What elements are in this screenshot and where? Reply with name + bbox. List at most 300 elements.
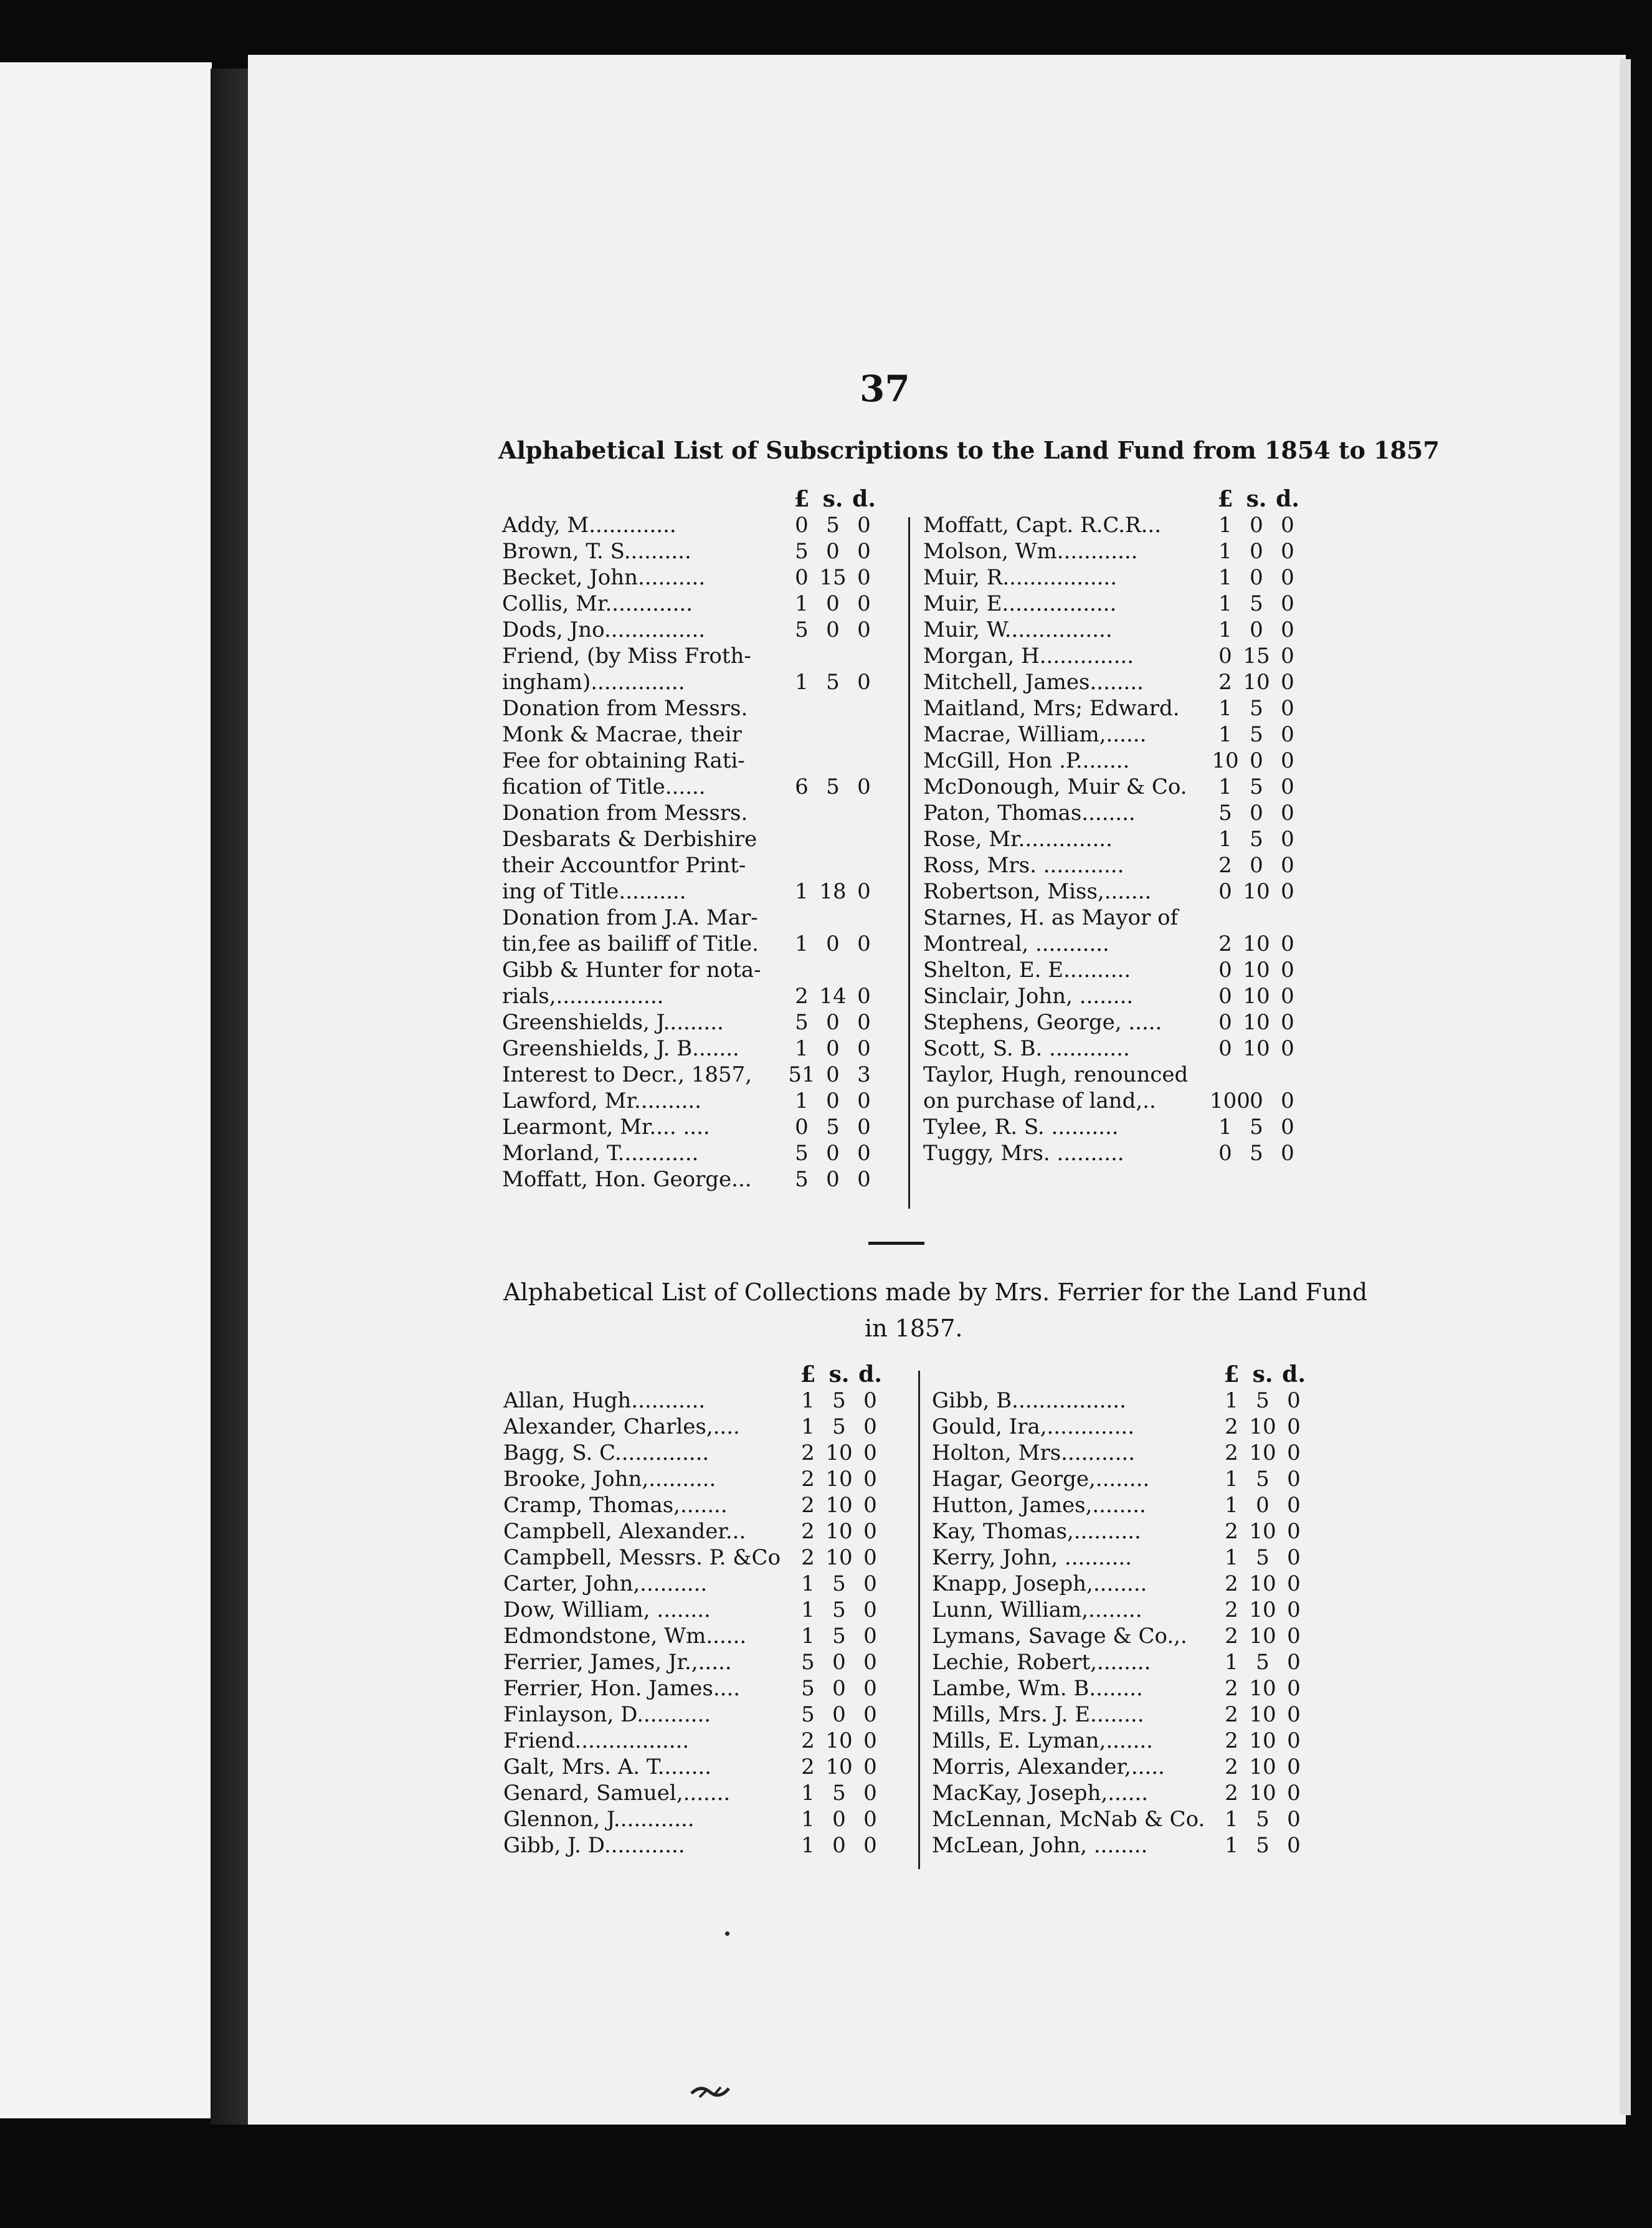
pence-value: 0 [863, 1781, 877, 1806]
shillings-value: 0 [1256, 1493, 1270, 1518]
subscriber-name: Stephens, George, ..... [923, 1010, 1162, 1035]
pounds-value: 0 [1218, 644, 1232, 669]
pence-value: 0 [857, 1167, 871, 1192]
shillings-value: 5 [832, 1597, 846, 1622]
pounds-value: 0 [795, 513, 809, 538]
pence-value: 0 [857, 931, 871, 956]
subscriber-name: Desbarats & Derbishire [502, 827, 757, 852]
pounds-value: 1 [795, 591, 809, 616]
page-number: 37 [860, 368, 910, 410]
pence-value: 0 [1281, 617, 1294, 642]
pounds-value: 10 [1212, 748, 1239, 773]
pounds-value: 1 [801, 1624, 815, 1649]
subscriber-name: Scott, S. B. ............ [923, 1036, 1130, 1061]
subscriber-name: Mills, Mrs. J. E........ [932, 1702, 1144, 1727]
subscriber-name: Carter, John,.......... [503, 1571, 708, 1596]
pence-value: 0 [1287, 1807, 1301, 1832]
pence-value: 0 [857, 1115, 871, 1140]
pounds-value: 2 [801, 1467, 815, 1492]
pence-value: 0 [857, 1088, 871, 1113]
subscriber-name: Muir, W................ [923, 617, 1113, 642]
shillings-value: 5 [832, 1388, 846, 1413]
pounds-value: 5 [795, 1167, 809, 1192]
subscriber-name: Hutton, James,........ [932, 1493, 1146, 1518]
pence-value: 0 [1287, 1624, 1301, 1649]
subscriber-name: Hagar, George,........ [932, 1467, 1150, 1492]
section-divider-rule [868, 1242, 924, 1245]
pounds-value: 100 [1210, 1088, 1250, 1113]
pounds-value: 1 [1225, 1545, 1238, 1570]
shillings-value: 10 [1243, 1010, 1270, 1035]
pence-value: 0 [1287, 1754, 1301, 1779]
pounds-value: 1 [801, 1833, 815, 1858]
pounds-value: 1 [801, 1414, 815, 1439]
pence-value: 0 [1281, 1036, 1294, 1061]
pounds-value: 2 [1225, 1440, 1238, 1465]
subscriber-name: Holton, Mrs........... [932, 1440, 1136, 1465]
subscriber-name: Molson, Wm............ [923, 539, 1138, 564]
pence-value: 3 [857, 1062, 871, 1087]
subscriber-name: Brown, T. S.......... [502, 539, 691, 564]
subscriber-name: on purchase of land,.. [923, 1088, 1156, 1113]
shillings-value: 0 [826, 931, 840, 956]
shillings-value: 15 [1243, 644, 1270, 669]
subscriber-name: Paton, Thomas........ [923, 801, 1136, 826]
pounds-value: 1 [1225, 1467, 1238, 1492]
subscriber-name: Rose, Mr.............. [923, 827, 1113, 852]
subscriber-name: Morgan, H.............. [923, 644, 1134, 669]
pounds-header: £ [1217, 486, 1233, 512]
pounds-value: 2 [1225, 1702, 1238, 1727]
shillings-value: 10 [1249, 1597, 1276, 1622]
shillings-value: 5 [1256, 1467, 1270, 1492]
pounds-value: 1 [1218, 827, 1232, 852]
pence-value: 0 [1287, 1545, 1301, 1570]
shillings-value: 10 [1249, 1754, 1276, 1779]
pounds-value: 2 [1225, 1414, 1238, 1439]
shillings-value: 18 [819, 879, 847, 904]
shillings-header: s. [822, 486, 843, 512]
shillings-value: 10 [1249, 1519, 1276, 1544]
shillings-value: 5 [832, 1414, 846, 1439]
subscriber-name: ing of Title.......... [502, 879, 686, 904]
pounds-value: 1 [1218, 696, 1232, 721]
pence-value: 0 [857, 539, 871, 564]
pence-value: 0 [1287, 1781, 1301, 1806]
pence-value: 0 [857, 617, 871, 642]
pounds-value: 1 [1218, 513, 1232, 538]
pounds-value: 1 [801, 1571, 815, 1596]
subscriber-name: Muir, R................. [923, 565, 1118, 590]
pounds-value: 1 [1225, 1388, 1238, 1413]
pounds-value: 0 [1218, 1010, 1232, 1035]
subscriber-name: MacKay, Joseph,...... [932, 1781, 1149, 1806]
pence-value: 0 [1287, 1650, 1301, 1675]
subscriber-name: Campbell, Messrs. P. &Co [503, 1545, 781, 1570]
pence-value: 0 [1281, 958, 1294, 983]
pence-value: 0 [1281, 565, 1294, 590]
pounds-value: 0 [1218, 958, 1232, 983]
pence-value: 0 [857, 1036, 871, 1061]
pounds-value: 1 [795, 1088, 809, 1113]
subscriber-name: Genard, Samuel,....... [503, 1781, 731, 1806]
pounds-value: 1 [795, 1036, 809, 1061]
pounds-value: 2 [801, 1440, 815, 1465]
shillings-value: 0 [826, 1036, 840, 1061]
subscriber-name: Glennon, J............ [503, 1807, 695, 1832]
shillings-value: 10 [825, 1754, 853, 1779]
shillings-value: 5 [1250, 774, 1263, 799]
subscriber-name: Sinclair, John, ........ [923, 984, 1134, 1009]
pence-value: 0 [863, 1388, 877, 1413]
pounds-value: 1 [801, 1781, 815, 1806]
pounds-value: 5 [801, 1676, 815, 1701]
pence-value: 0 [857, 1010, 871, 1035]
shillings-value: 10 [1249, 1702, 1276, 1727]
shillings-value: 0 [826, 1010, 840, 1035]
pence-header: d. [1282, 1361, 1306, 1388]
shillings-value: 10 [825, 1440, 853, 1465]
subscriber-name: Finlayson, D........... [503, 1702, 711, 1727]
shillings-value: 10 [1243, 1036, 1270, 1061]
pence-value: 0 [863, 1519, 877, 1544]
pounds-value: 1 [1225, 1833, 1238, 1858]
subscriber-name: Morris, Alexander,..... [932, 1754, 1165, 1779]
pounds-value: 1 [1218, 1115, 1232, 1140]
shillings-value: 5 [1256, 1650, 1270, 1675]
pounds-value: 2 [801, 1493, 815, 1518]
pence-value: 0 [863, 1414, 877, 1439]
pence-value: 0 [1287, 1388, 1301, 1413]
book-gutter [211, 69, 248, 2125]
pence-value: 0 [1281, 591, 1294, 616]
pence-value: 0 [1281, 827, 1294, 852]
pence-value: 0 [1281, 774, 1294, 799]
pounds-value: 2 [1225, 1754, 1238, 1779]
pounds-header: £ [794, 486, 810, 512]
shillings-value: 0 [832, 1676, 846, 1701]
shillings-value: 0 [826, 1141, 840, 1166]
pounds-value: 5 [801, 1702, 815, 1727]
shillings-value: 10 [1249, 1781, 1276, 1806]
pence-header: d. [852, 486, 876, 512]
subscriber-name: Starnes, H. as Mayor of [923, 905, 1179, 930]
subscriber-name: Gibb & Hunter for nota- [502, 958, 761, 983]
subscriber-name: Edmondstone, Wm...... [503, 1624, 747, 1649]
pence-value: 0 [863, 1702, 877, 1727]
pence-value: 0 [857, 984, 871, 1009]
pounds-value: 6 [795, 774, 809, 799]
pence-value: 0 [1281, 853, 1294, 878]
shillings-value: 10 [825, 1728, 853, 1753]
subscriber-name: Brooke, John,.......... [503, 1467, 716, 1492]
printer-dot [725, 1931, 729, 1936]
subscriber-name: McLennan, McNab & Co. [932, 1807, 1205, 1832]
pence-value: 0 [1281, 696, 1294, 721]
pounds-value: 2 [1225, 1571, 1238, 1596]
subscriber-name: rials,................ [502, 984, 664, 1009]
shillings-value: 0 [832, 1833, 846, 1858]
pence-value: 0 [1287, 1676, 1301, 1701]
pence-value: 0 [1281, 801, 1294, 826]
pounds-value: 2 [1225, 1728, 1238, 1753]
pence-value: 0 [863, 1650, 877, 1675]
pounds-value: 2 [1218, 853, 1232, 878]
section1-title: Alphabetical List of Subscriptions to the Land Fund from 1854 to 1857 [498, 436, 1440, 464]
pence-value: 0 [863, 1624, 877, 1649]
pence-value: 0 [857, 1141, 871, 1166]
pounds-value: 1 [1218, 617, 1232, 642]
shillings-value: 10 [1249, 1571, 1276, 1596]
shillings-value: 0 [826, 591, 840, 616]
subscriber-name: Interest to Decr., 1857, [502, 1062, 752, 1087]
pounds-value: 1 [1218, 591, 1232, 616]
shillings-value: 10 [1243, 984, 1270, 1009]
shillings-value: 5 [1250, 827, 1263, 852]
shillings-value: 10 [1243, 958, 1270, 983]
shillings-value: 14 [819, 984, 847, 1009]
pounds-value: 0 [795, 565, 809, 590]
shillings-value: 0 [832, 1702, 846, 1727]
shillings-value: 0 [1250, 1088, 1263, 1113]
pounds-value: 2 [801, 1519, 815, 1544]
pence-value: 0 [863, 1545, 877, 1570]
shillings-value: 10 [825, 1519, 853, 1544]
section2-title-line1: Alphabetical List of Collections made by Mrs. Ferrier for the Land Fund [503, 1278, 1368, 1306]
pence-value: 0 [1281, 984, 1294, 1009]
subscriber-name: Muir, E................. [923, 591, 1117, 616]
pence-value: 0 [863, 1676, 877, 1701]
subscriber-name: Moffatt, Capt. R.C.R... [923, 513, 1162, 538]
shillings-value: 10 [1249, 1676, 1276, 1701]
shillings-value: 5 [1250, 696, 1263, 721]
shillings-value: 5 [832, 1624, 846, 1649]
pence-value: 0 [863, 1833, 877, 1858]
pence-value: 0 [1281, 1115, 1294, 1140]
pence-value: 0 [1281, 513, 1294, 538]
subscriber-name: Galt, Mrs. A. T........ [503, 1754, 712, 1779]
subscriber-name: Tylee, R. S. .......... [923, 1115, 1119, 1140]
shillings-value: 0 [826, 1088, 840, 1113]
subscriber-name: Shelton, E. E.......... [923, 958, 1131, 983]
subscriber-name: Mills, E. Lyman,....... [932, 1728, 1153, 1753]
subscriber-name: Greenshields, J. B....... [502, 1036, 739, 1061]
pounds-value: 0 [1218, 1141, 1232, 1166]
section2-title-line2: in 1857. [865, 1315, 963, 1342]
pounds-value: 2 [1218, 670, 1232, 695]
subscriber-name: Collis, Mr............. [502, 591, 693, 616]
subscriber-name: Lechie, Robert,........ [932, 1650, 1151, 1675]
pounds-value: 2 [1225, 1597, 1238, 1622]
subscriber-name: Cramp, Thomas,....... [503, 1493, 728, 1518]
subscriber-name: Robertson, Miss,....... [923, 879, 1152, 904]
page-edge [1620, 59, 1631, 2115]
pence-value: 0 [857, 879, 871, 904]
pounds-value: 5 [795, 539, 809, 564]
pounds-value: 1 [795, 931, 809, 956]
subscriber-name: Allan, Hugh........... [503, 1388, 706, 1413]
shillings-value: 10 [1243, 879, 1270, 904]
subscriber-name: ingham).............. [502, 670, 685, 695]
pounds-value: 2 [1218, 931, 1232, 956]
pounds-value: 1 [801, 1807, 815, 1832]
section1-column-divider [908, 517, 910, 1209]
pounds-value: 1 [1225, 1807, 1238, 1832]
pence-value: 0 [857, 774, 871, 799]
pounds-value: 51 [788, 1062, 815, 1087]
subscriber-name: Montreal, ........... [923, 931, 1109, 956]
shillings-value: 15 [819, 565, 847, 590]
shillings-value: 0 [1250, 513, 1263, 538]
pence-value: 0 [1281, 644, 1294, 669]
pence-value: 0 [1287, 1597, 1301, 1622]
subscriber-name: Fee for obtaining Rati- [502, 748, 745, 773]
pence-value: 0 [1287, 1833, 1301, 1858]
shillings-value: 0 [826, 617, 840, 642]
pounds-value: 1 [1218, 774, 1232, 799]
pence-value: 0 [1281, 748, 1294, 773]
subscriber-name: Macrae, William,...... [923, 722, 1147, 747]
subscriber-name: Moffatt, Hon. George... [502, 1167, 752, 1192]
shillings-value: 10 [1249, 1414, 1276, 1439]
pence-value: 0 [1281, 931, 1294, 956]
pence-value: 0 [857, 670, 871, 695]
pence-value: 0 [1281, 1088, 1294, 1113]
subscriber-name: Addy, M............. [502, 513, 676, 538]
subscriber-name: Ross, Mrs. ............ [923, 853, 1124, 878]
pounds-value: 5 [801, 1650, 815, 1675]
printer-ornament-icon [688, 2081, 732, 2102]
subscriber-name: Gould, Ira,............. [932, 1414, 1135, 1439]
subscriber-name: Donation from Messrs. [502, 696, 748, 721]
shillings-value: 10 [1249, 1440, 1276, 1465]
pounds-value: 1 [1218, 565, 1232, 590]
shillings-value: 5 [832, 1571, 846, 1596]
facing-page [0, 62, 212, 2118]
pounds-header: £ [800, 1361, 816, 1388]
shillings-value: 0 [826, 1167, 840, 1192]
pence-value: 0 [1287, 1519, 1301, 1544]
shillings-value: 0 [1250, 801, 1263, 826]
subscriber-name: Kerry, John, .......... [932, 1545, 1132, 1570]
shillings-value: 5 [1256, 1833, 1270, 1858]
pounds-value: 0 [795, 1115, 809, 1140]
pounds-value: 2 [1225, 1519, 1238, 1544]
pence-value: 0 [863, 1440, 877, 1465]
shillings-value: 5 [1250, 1141, 1263, 1166]
pounds-value: 2 [801, 1545, 815, 1570]
pence-value: 0 [1281, 1141, 1294, 1166]
subscriber-name: Monk & Macrae, their [502, 722, 742, 747]
pence-header: d. [1276, 486, 1299, 512]
shillings-header: s. [828, 1361, 850, 1388]
shillings-header: s. [1252, 1361, 1273, 1388]
section2-column-divider [918, 1371, 920, 1869]
shillings-value: 10 [825, 1545, 853, 1570]
pence-value: 0 [863, 1728, 877, 1753]
shillings-value: 0 [1250, 617, 1263, 642]
subscriber-name: Lawford, Mr.......... [502, 1088, 702, 1113]
subscriber-name: Lunn, William,........ [932, 1597, 1142, 1622]
shillings-value: 5 [1256, 1545, 1270, 1570]
pence-value: 0 [1287, 1702, 1301, 1727]
subscriber-name: Lymans, Savage & Co.,. [932, 1624, 1187, 1649]
subscriber-name: Tuggy, Mrs. .......... [923, 1141, 1124, 1166]
pounds-value: 2 [1225, 1676, 1238, 1701]
subscriber-name: Gibb, B................. [932, 1388, 1126, 1413]
pence-value: 0 [863, 1597, 877, 1622]
subscriber-name: McGill, Hon .P........ [923, 748, 1130, 773]
shillings-value: 5 [826, 513, 840, 538]
pence-value: 0 [1287, 1493, 1301, 1518]
pence-value: 0 [863, 1493, 877, 1518]
shillings-value: 5 [1256, 1388, 1270, 1413]
pounds-value: 1 [1225, 1493, 1238, 1518]
shillings-value: 0 [1250, 565, 1263, 590]
subscriber-name: McLean, John, ........ [932, 1833, 1148, 1858]
pence-value: 0 [857, 565, 871, 590]
shillings-value: 5 [1250, 591, 1263, 616]
subscriber-name: Donation from Messrs. [502, 801, 748, 826]
shillings-value: 5 [1256, 1807, 1270, 1832]
pence-value: 0 [857, 591, 871, 616]
subscriber-name: McDonough, Muir & Co. [923, 774, 1187, 799]
shillings-value: 5 [826, 1115, 840, 1140]
subscriber-name: Kay, Thomas,.......... [932, 1519, 1141, 1544]
subscriber-name: Maitland, Mrs; Edward. [923, 696, 1180, 721]
pounds-value: 1 [801, 1597, 815, 1622]
subscriber-name: Ferrier, Hon. James.... [503, 1676, 741, 1701]
pence-value: 0 [863, 1571, 877, 1596]
pounds-header: £ [1223, 1361, 1240, 1388]
subscriber-name: Campbell, Alexander... [503, 1519, 746, 1544]
shillings-value: 5 [826, 774, 840, 799]
pence-value: 0 [1281, 539, 1294, 564]
pounds-value: 5 [1218, 801, 1232, 826]
shillings-value: 5 [1250, 1115, 1263, 1140]
shillings-header: s. [1246, 486, 1267, 512]
subscriber-name: Friend................. [503, 1728, 690, 1753]
shillings-value: 10 [825, 1467, 853, 1492]
shillings-value: 0 [1250, 539, 1263, 564]
subscriber-name: Friend, (by Miss Froth- [502, 644, 751, 669]
subscriber-name: Greenshields, J......... [502, 1010, 724, 1035]
pounds-value: 1 [795, 670, 809, 695]
pence-value: 0 [1287, 1414, 1301, 1439]
shillings-value: 5 [1250, 722, 1263, 747]
pence-value: 0 [863, 1754, 877, 1779]
pence-value: 0 [1287, 1440, 1301, 1465]
pence-value: 0 [1281, 1010, 1294, 1035]
shillings-value: 10 [1243, 931, 1270, 956]
pence-header: d. [858, 1361, 882, 1388]
shillings-value: 10 [1249, 1728, 1276, 1753]
subscriber-name: Gibb, J. D............ [503, 1833, 685, 1858]
pounds-value: 5 [795, 617, 809, 642]
shillings-value: 10 [825, 1493, 853, 1518]
shillings-value: 0 [1250, 853, 1263, 878]
subscriber-name: Alexander, Charles,.... [503, 1414, 740, 1439]
subscriber-name: Bagg, S. C.............. [503, 1440, 710, 1465]
pounds-value: 2 [795, 984, 809, 1009]
pence-value: 0 [863, 1467, 877, 1492]
shillings-value: 5 [832, 1781, 846, 1806]
subscriber-name: Dow, William, ........ [503, 1597, 711, 1622]
shillings-value: 10 [1243, 670, 1270, 695]
pence-value: 0 [1287, 1728, 1301, 1753]
shillings-value: 0 [1250, 748, 1263, 773]
shillings-value: 0 [826, 1062, 840, 1087]
